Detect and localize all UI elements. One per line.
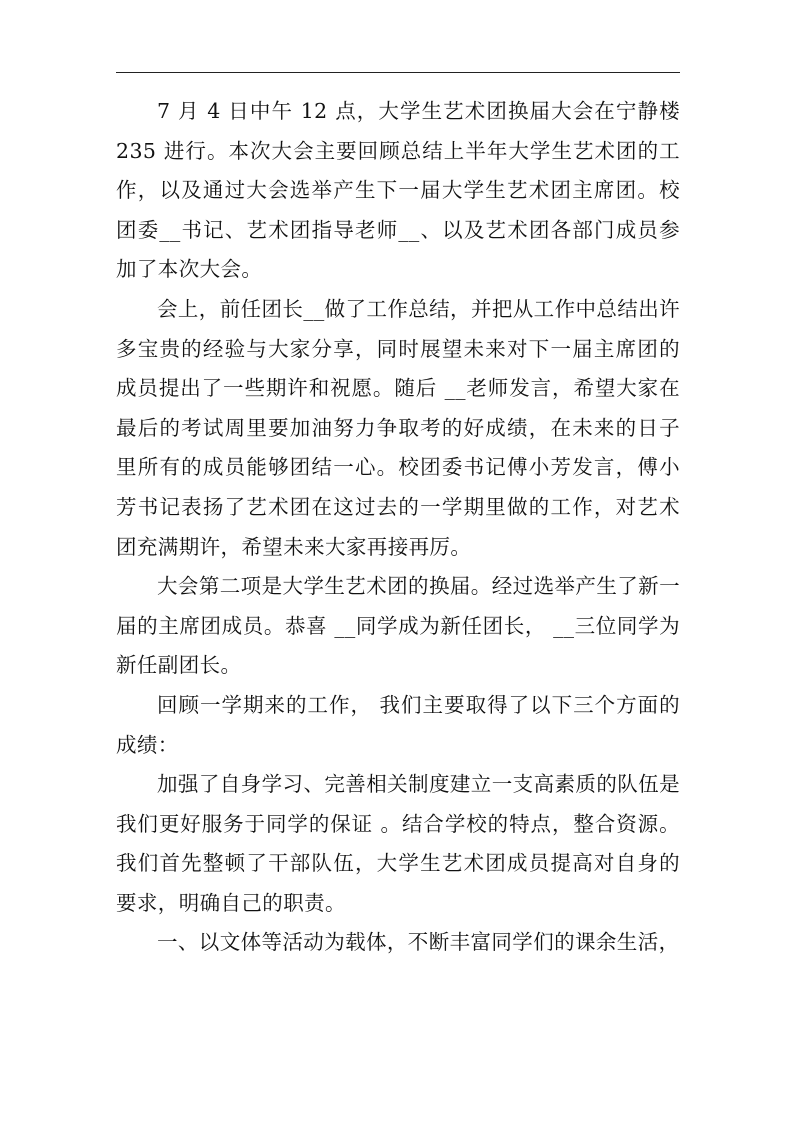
paragraph-section-one: 一、以文体等活动为载体，不断丰富同学们的课余生活， [157,930,680,955]
paragraph-team-building: 加强了自身学习、完善相关制度建立一支高素质的队伍是我们更好服务于同学的保证 。结合学校的特点，整合资源。我们首先整顿了干部队伍，大学生艺术团成员提高对自身的要求，明确自己的职责。 [116,772,680,915]
document-body [116,92,680,963]
header-rule [116,72,680,73]
paragraph-meeting-intro: 7 月 4 日中午 12 点，大学生艺术团换届大会在宁静楼 235 进行。本次大会主要回顾总结上半年大学生艺术团的工作，以及通过大会选举产生下一届大学生艺术团主席团。校团委__书记、艺术团指导老师__、以及艺术团各部门成员参加了本次大会。 [116,99,680,282]
paragraph-review: 回顾一学期来的工作， 我们主要取得了以下三个方面的成绩： [116,692,680,757]
paragraph-meeting-speeches: 会上，前任团长__做了工作总结，并把从工作中总结出许多宝贵的经验与大家分享，同时展望未来对下一届主席团的成员提出了一些期许和祝愿。随后 __老师发言，希望大家在最后的考试周里要加油努力争取考的好成绩，在未来的日子里所有的成员能够团结一心。校团委书记傅小芳发言，傅小芳书记表扬了艺术团在这过去的一学期里做的工作，对艺术团充满期许，希望未来大家再接再厉。 [116,296,680,559]
paragraph-election: 大会第二项是大学生艺术团的换届。经过选举产生了新一届的主席团成员。恭喜 __同学成为新任团长， __三位同学为新任副团长。 [116,574,680,678]
